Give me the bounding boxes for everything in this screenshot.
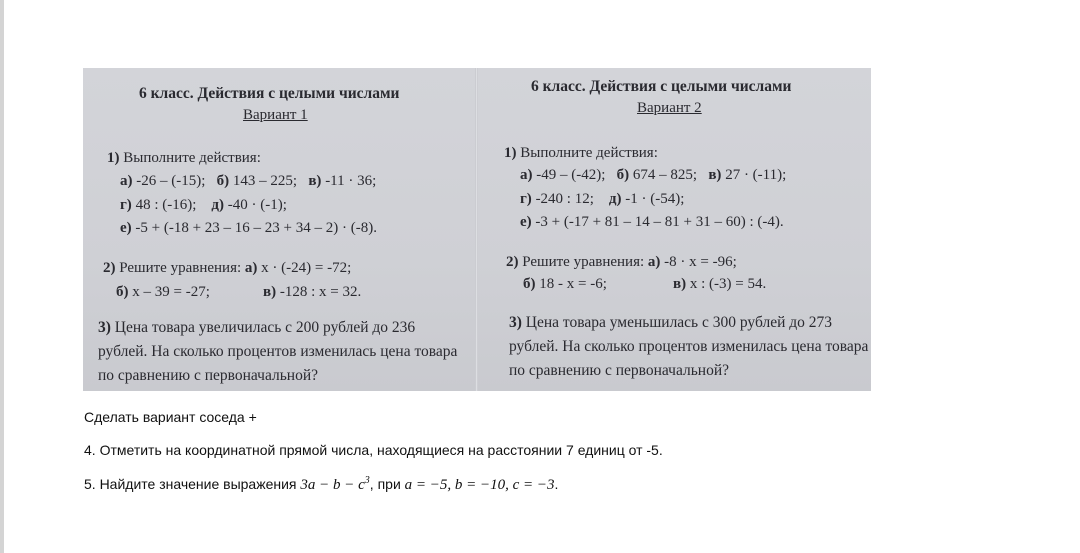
v2-item-d-expr: -1 · (-54);: [625, 191, 685, 207]
expr-part-b-c: − b − c: [315, 477, 365, 493]
doc-task5-expression: [300, 477, 369, 493]
v1-task3: [98, 316, 463, 388]
v2-item-a-expr: -49 – (-42);: [536, 167, 606, 183]
v2-task1-number: 1): [504, 145, 517, 161]
worksheet-photo: [83, 68, 871, 391]
v2-item-b-letter: б): [616, 167, 630, 183]
v1-item-v-expr: -11 · 36;: [325, 173, 377, 189]
v2-task2-text: Решите уравнения:: [522, 254, 645, 270]
doc-task5-end: .: [554, 476, 559, 492]
v1-eq-v-letter: в): [263, 284, 277, 300]
v1-item-e-letter: е): [120, 220, 132, 236]
doc-task5-prefix: 5. Найдите значение выражения: [84, 476, 301, 492]
v1-eq-b-expr: x – 39 = -27;: [132, 284, 210, 300]
v1-item-b-letter: б): [216, 173, 230, 189]
v1-task1-row1: [120, 173, 376, 190]
v2-task1-row3: [520, 214, 784, 231]
page-left-border: [0, 0, 4, 553]
doc-task5-conditions: a = −5, b = −10, c = −3: [404, 477, 555, 493]
v2-task1-row2: [520, 191, 684, 208]
v2-item-v-expr: 27 · (-11);: [725, 167, 787, 183]
v1-item-v-letter: в): [308, 173, 322, 189]
doc-task5-mid: , при: [369, 476, 405, 492]
v2-item-d-letter: д): [608, 191, 622, 207]
expr-part-3a: 3a: [300, 477, 316, 493]
variant-2-title: 6 класс. Действия с целыми числами: [531, 78, 792, 95]
v2-item-g-letter: г): [520, 191, 532, 207]
variant-2-column: [501, 68, 869, 391]
v1-task3-text: Цена товара увеличилась с 200 рублей до 236 рублей. На сколько процентов изменилась цена товара по сравнению с первоначальной?: [98, 319, 458, 384]
v2-eq-b-expr: 18 - x = -6;: [539, 276, 607, 292]
v2-task2-row2-c: [673, 276, 766, 293]
v2-eq-a-letter: а): [647, 254, 661, 270]
v2-task1-heading: [504, 145, 658, 162]
v2-eq-a-expr: -8 · x = -96;: [664, 254, 737, 270]
v1-eq-a-expr: x · (-24) = -72;: [261, 260, 352, 276]
variant-1-column: [93, 68, 468, 391]
v1-item-b-expr: 143 – 225;: [232, 173, 298, 189]
v2-task2-number: 2): [506, 254, 519, 270]
v2-eq-v-letter: в): [673, 276, 687, 292]
v1-item-g-letter: г): [120, 197, 132, 213]
v1-item-d-expr: -40 · (-1);: [227, 197, 287, 213]
v2-task3-number: 3): [509, 314, 522, 331]
v1-task1-row3: [120, 220, 377, 237]
v1-item-e-expr: -5 + (-18 + 23 – 16 – 23 + 34 – 2) · (-8).: [135, 220, 377, 236]
v1-task2-row2: [116, 284, 210, 301]
v1-item-g-expr: 48 : (-16);: [135, 197, 197, 213]
v2-item-e-letter: е): [520, 214, 532, 230]
v1-eq-b-letter: б): [116, 284, 129, 300]
v1-task1-text: Выполните действия:: [123, 150, 261, 166]
v1-item-d-letter: д): [211, 197, 224, 213]
v2-item-b-expr: 674 – 825;: [632, 167, 698, 183]
v2-task3-text: Цена товара уменьшилась с 300 рублей до 273 рублей. На сколько процентов изменилась цена товара по сравнению с первоначальной?: [509, 314, 869, 379]
v1-item-a-expr: -26 – (-15);: [136, 173, 206, 189]
variant-2-label: Вариант 2: [637, 100, 702, 116]
variant-1-title: 6 класс. Действия с целыми числами: [139, 85, 400, 102]
v2-eq-v-expr: x : (-3) = 54.: [689, 276, 767, 292]
v2-task1-row1: [520, 167, 786, 184]
paper-fold: [475, 68, 478, 391]
v1-task2-text: Решите уравнения:: [119, 260, 242, 276]
v1-eq-v-expr: -128 : x = 32.: [279, 284, 362, 300]
v2-eq-b-letter: б): [523, 276, 536, 292]
v2-task2-heading: [506, 254, 737, 271]
v1-item-a-letter: а): [120, 173, 133, 189]
v2-item-v-letter: в): [708, 167, 722, 183]
doc-task5-line: [84, 475, 558, 494]
doc-task4-line: 4. Отметить на координатной прямой числа, находящиеся на расстоянии 7 единиц от -5.: [84, 442, 663, 458]
variant-1-label: Вариант 1: [243, 107, 308, 123]
v1-task2-number: 2): [103, 260, 116, 276]
v1-task2-row2-c: [263, 284, 361, 301]
v1-task1-number: 1): [107, 150, 120, 166]
v2-task1-text: Выполните действия:: [520, 145, 658, 161]
v1-task1-row2: [120, 197, 287, 214]
v2-item-e-expr: -3 + (-17 + 81 – 14 – 81 + 31 – 60) : (-4).: [535, 214, 784, 230]
v1-task3-number: 3): [98, 319, 111, 336]
v1-eq-a-letter: а): [244, 260, 258, 276]
v2-item-a-letter: а): [520, 167, 533, 183]
v1-task2-heading: [103, 260, 351, 277]
v2-task2-row2: [523, 276, 607, 293]
expr-exponent: 3: [364, 475, 370, 486]
doc-note-line: Сделать вариант соседа +: [84, 409, 257, 425]
v2-task3: [509, 311, 869, 383]
v2-item-g-expr: -240 : 12;: [535, 191, 594, 207]
v1-task1-heading: [107, 150, 261, 167]
